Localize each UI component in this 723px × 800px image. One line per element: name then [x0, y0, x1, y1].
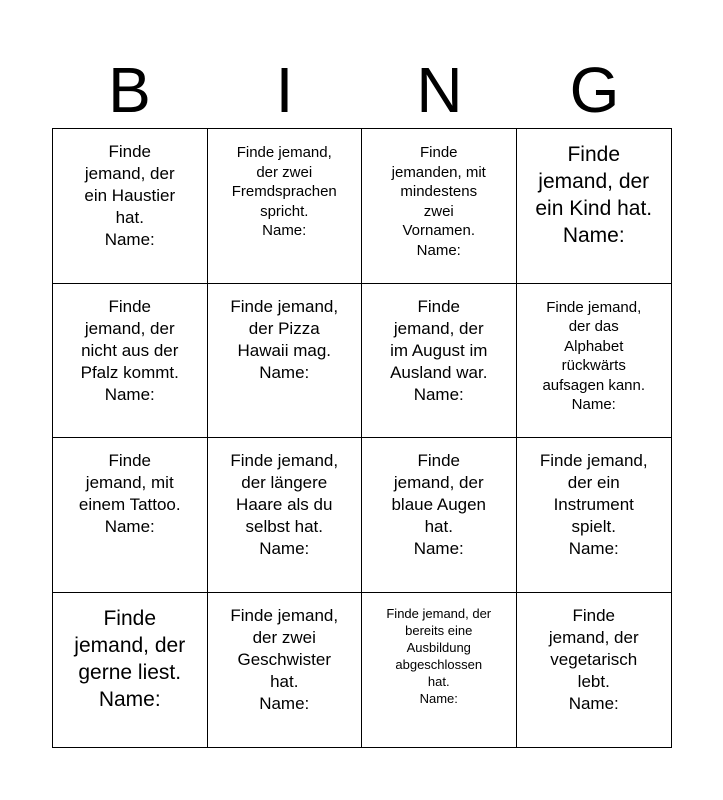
cell-text: Finde jemand, der nicht aus der Pfalz kommt. Name:	[80, 296, 179, 404]
header-letter-i: I	[275, 54, 294, 126]
bingo-cell-1-4[interactable]	[517, 129, 672, 284]
bingo-cell-4-1[interactable]	[53, 593, 208, 748]
header-letter-g: G	[569, 54, 620, 126]
bingo-cell-2-1[interactable]	[53, 284, 208, 439]
bingo-cell-1-2[interactable]	[208, 129, 363, 284]
bingo-cell-4-3[interactable]	[362, 593, 517, 748]
cell-text: Finde jemand, der Pizza Hawaii mag. Name:	[230, 296, 339, 382]
bingo-cell-3-1[interactable]	[53, 438, 208, 593]
bingo-cell-4-2[interactable]	[208, 593, 363, 748]
cell-text: Finde jemand, der blaue Augen hat. Name:	[391, 451, 487, 558]
cell-text: Finde jemand, der ein Kind hat. Name:	[535, 143, 653, 247]
cell-text: Finde jemand, der ein Haustier hat. Name:	[84, 142, 176, 249]
cell-text: Finde jemand, mit einem Tattoo. Name:	[78, 451, 181, 536]
bingo-cell-4-4[interactable]	[517, 593, 672, 748]
cell-text: Finde jemand, der längere Haare als du selbst hat. Name:	[230, 451, 339, 558]
bingo-cell-2-4[interactable]	[517, 284, 672, 439]
header-letter-b: B	[108, 54, 151, 126]
bingo-cell-3-2[interactable]	[208, 438, 363, 593]
bingo-cell-3-3[interactable]	[362, 438, 517, 593]
bingo-header	[52, 55, 672, 125]
cell-text: Finde jemand, der zwei Geschwister hat. Name:	[230, 605, 339, 713]
cell-text: Finde jemand, der das Alphabet rückwärts aufsagen kann. Name:	[542, 298, 646, 413]
cell-text: Finde jemand, der im August im Ausland war. Name:	[390, 296, 488, 404]
header-letter-n: N	[416, 54, 463, 126]
bingo-cell-1-3[interactable]	[362, 129, 517, 284]
bingo-cell-2-2[interactable]	[208, 284, 363, 439]
bingo-cell-2-3[interactable]	[362, 284, 517, 439]
cell-text: Finde jemand, der ein Instrument spielt. Name:	[539, 451, 648, 558]
cell-text: Finde jemand, der zwei Fremdsprachen spricht. Name:	[231, 144, 337, 239]
bingo-cell-3-4[interactable]	[517, 438, 672, 593]
cell-text: Finde jemand, der vegetarisch lebt. Name:	[548, 605, 639, 713]
cell-text: Finde jemand, der bereits eine Ausbildung abgeschlossen hat. Name:	[386, 605, 492, 706]
bingo-board	[52, 128, 672, 748]
bingo-cell-1-1[interactable]	[53, 129, 208, 284]
cell-text: Finde jemanden, mit mindestens zwei Vornamen. Name:	[391, 144, 486, 259]
cell-text: Finde jemand, der gerne liest. Name:	[74, 606, 186, 711]
